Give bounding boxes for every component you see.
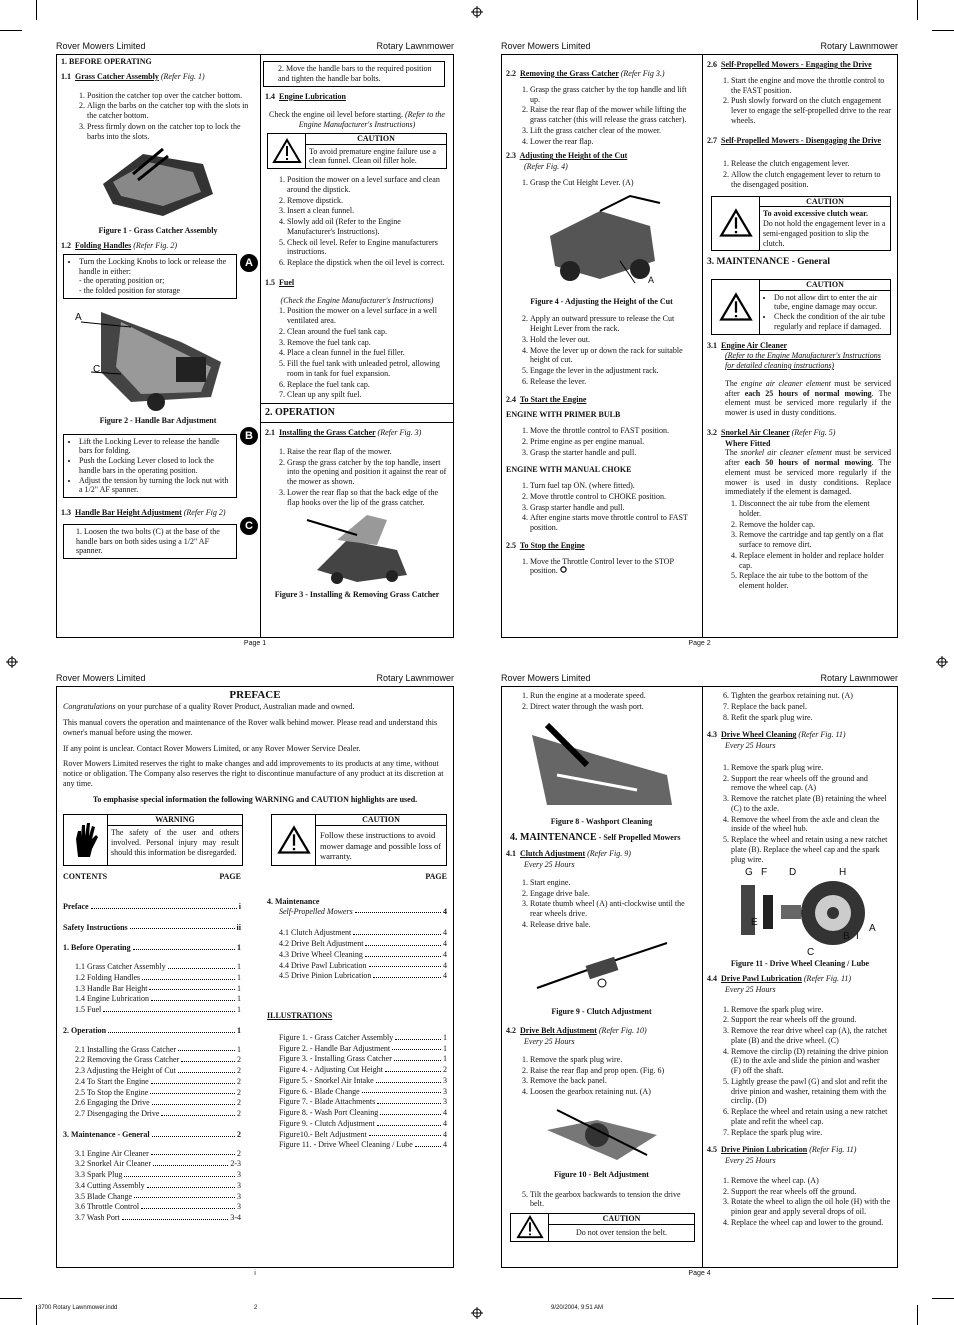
- list-item: 1. Run the engine at a moderate speed.: [530, 691, 701, 701]
- note-box: 1. Loosen the two bolts (C) at the base of the handle bars on both sides using a 1/2" AF spanner. C: [63, 524, 237, 559]
- toc-entry: 3. Maintenance - General 2: [63, 1129, 241, 1139]
- registration-mark-icon: [471, 6, 483, 18]
- list-item: 2. Remove the holder cap.: [739, 520, 891, 530]
- list-item: 7. Replace the spark plug wire.: [731, 1128, 891, 1138]
- list-item: 6. Replace the dipstick when the oil level is correct.: [287, 258, 447, 268]
- section-heading: 4.4 Drive Pawl Lubrication (Refer Fig. 11): [707, 974, 852, 983]
- toc-entry: 2.6 Engaging the Drive 2: [75, 1098, 241, 1108]
- list-item: 2. Support the rear wheels off the ground.: [731, 1015, 891, 1025]
- figure-caption: Figure 9 - Clutch Adjustment: [551, 1006, 652, 1016]
- page-2-left-column: 2.2 Removing the Grass Catcher (Refer Fig 3.) 1. Grasp the grass catcher by the top handle and lift up. 2. Raise the rear flap of the mower while lifting the grass catcher (this will release the grass catcher). 3. Lift the grass catcher clear of the mower. 4. Lower the rear flap. 2.3 Adjusting the Height of the Cut (Refer Fig. 4) 1. Grasp the Cut Height Lever. (A) A Figure 4 - Adjusting the Height of the Cut 2. Apply an outward pressure to release the Cut Height Lever from the rack. 3. Hold the lever out. 4. Move the lever up or down the rack for suitable height of cut. 5. Engage the lever in the adjustment rack. 6. Release the lever. 2.4 To Start the Engine ENGINE WITH PRIMER BULB 1. Move the throttle control to FAST position. 2. Prime engine as per engine manual. 3. Grasp the starter handle and pull. ENGINE WITH MANUAL CHOKE 1. Turn fuel tap ON. (where fitted). 2. Move throttle control to CHOKE position. 3. Grasp starter handle and pull. 4. After engine starts move throttle control to FAST position. 2.5 To Stop the Engine 1. Move the Throttle Control lever to the STOP position.: [502, 55, 701, 637]
- list-item: 3. Grasp starter handle and pull.: [530, 503, 695, 513]
- section-heading: 1.3 Handle Bar Height Adjustment (Refer Fig 2): [61, 508, 226, 517]
- grass-catcher-install-illustration: [297, 510, 417, 586]
- toc-entry: Preface i: [63, 901, 241, 911]
- list-item: 2. Move throttle control to CHOKE position.: [530, 492, 695, 502]
- caution-box: CAUTION Follow these instructions to avoid mower damage and possible loss of warranty.: [271, 814, 447, 866]
- list-item: 4. Release drive bale.: [530, 920, 695, 930]
- file-name: 3700 Rotary Lawnmower.indd: [38, 1305, 118, 1311]
- toc-entry: 2.3 Adjusting the Height of Cut 2: [75, 1066, 241, 1076]
- caution-box: CAUTION Do not over tension the belt.: [510, 1213, 695, 1242]
- figure-caption: Figure 3 - Installing & Removing Grass Catcher: [274, 590, 440, 600]
- toc-entry: 3.1 Engine Air Cleaner 2: [75, 1148, 241, 1158]
- list-item: 3. Grasp the starter handle and pull.: [530, 448, 695, 458]
- page-header: Rover Mowers Limited Rotary Lawnmower: [501, 41, 898, 51]
- list-item: 4. Loosen the gearbox retaining nut. (A): [530, 1087, 695, 1097]
- toc-entry: 3.7 Wash Port 3-4: [75, 1213, 241, 1223]
- warning-box: WARNING The safety of the user and others involved. Personal injury may result should this information be disregarded.: [63, 814, 243, 866]
- list-item: 5. Tilt the gearbox backwards to tension the drive belt.: [530, 1190, 695, 1210]
- list-item: 5. Lightly grease the pawl (G) and slot and refit the drive pinion and washer, retaining them with the circlip. (D): [731, 1077, 891, 1106]
- page-1: [56, 54, 454, 638]
- list-item: 3. Remove the fuel tank cap.: [287, 338, 447, 348]
- toc-entry: 4.1 Clutch Adjustment 4: [279, 928, 447, 938]
- page-preface: PREFACE Congratulations on your purchase of a quality Rover Product, Australian made and owned. This manual covers the operation and maintenance of the Rover walk behind mower. Please read and understand this owner's manual before using the mower. If any point is unclear. Contact Rover Mowers Limited, or any Rover Mower Service Dealer. Rover Mowers Limited reserves the right to make changes and add improvements to its products at any time, without notice or obligation. The Company also reserves the right to discontinue manufacture of any product at its discretion at any time. To emphasise special information the following WARNING and CAUTION highlights are used. WARNING The safety of the user and others involved. Personal injury may result should this information be disregarded. CAUTION Follow these instructions to avoid mower damage and possible loss of warranty. CONTENTS PAGE Preface i Safety Instructions ii 1. Before Operating 1 1.1 Grass Catcher Assembly 1 1.2 Folding Handles 1 1.3 Handle Bar Height 1 1.4 Engine Lubrication 1 1.5 Fuel 1 2. Operation 1 2.1 Installing the Grass Catcher 1 2.2 Removing the Grass Catcher 2 2.3 Adjusting the Height of Cut 2 2.4 To Start the Engine 2 2.5 To Stop the Engine 2 2.6 Engaging the Drive 2 2.7 Disengaging the Drive 2 3. Maintenance - General 2 3.1 Engine Air Cleaner 2 3.2 Snorkel Air Cleaner 2-3 3.3 Spark Plug 3 3.4 Cutting Assembly 3 3.5 Blade Change 3 3.6 Throttle Control 3 3.7 Wash Port 3-4 PAGE 4. Maintenance Self-Propelled Mowers 4 4.1 Clutch Adjustment 4 4.2 Drive Belt Adjustment 4 4.3 Drive Wheel Cleaning 4 4.4 Drive Pawl Lubrication 4 4.5 Drive Pinion Lubrication 4 ILLUSTRATIONS Figure 1. - Grass Catcher Assembly 1 Figure 2. - Handle Bar Adjustment 1 Figure 3. - Installing Grass Catcher 1 Figure 4. - Adjusting Cut Height 2 Figure 5. - Snorkel Air Intake 3 Figure 6. - Blade Change 3 Figure 7. - Blade Attachments 3 Figure 8. - Wash Port Cleaning 4 Figure 9. - Clutch Adjustment 4 Figure10.- Belt Adjustment 4 Figure 11. - Drive Wheel Cleaning / Lube 4: [56, 686, 454, 1268]
- drive-wheel-illustration: G F D H E B I A C: [703, 867, 897, 957]
- warning-triangle-icon: [719, 208, 753, 238]
- page-header: Rover Mowers Limited Rotary Lawnmower: [56, 673, 454, 683]
- toc-entry: 1.5 Fuel 1: [75, 1005, 241, 1015]
- list-item: 4. Remove the circlip (D) retaining the drive pinion (E) to the axle and slide the pinion and washer (F) off the shaft.: [731, 1047, 891, 1076]
- list-item: 1. Grasp the Cut Height Lever. (A): [530, 178, 701, 188]
- figure-caption: Figure 8 - Washport Cleaning: [550, 816, 653, 826]
- list-item: 5. Replace the air tube to the bottom of the element holder.: [739, 571, 891, 591]
- list-item: 3. Rotate thumb wheel (A) anti-clockwise until the rear wheels drive.: [530, 899, 695, 919]
- toc-entry: 2.5 To Stop the Engine 2: [75, 1087, 241, 1097]
- list-item: 4. Lower the rear flap.: [530, 137, 695, 147]
- page-4: [501, 686, 898, 1268]
- belt-illustration: [537, 1100, 667, 1166]
- list-item: 1. Raise the rear flap of the mower.: [287, 447, 447, 457]
- warning-triangle-icon: [719, 292, 753, 322]
- figure-caption: Figure 10 - Belt Adjustment: [554, 1169, 649, 1179]
- toc-entry: Figure 9. - Clutch Adjustment 4: [279, 1118, 447, 1128]
- toc-entry: 3.3 Spark Plug 3: [75, 1170, 241, 1180]
- section-heading: 2. OPERATION: [265, 407, 335, 418]
- toc-entry: 1.4 Engine Lubrication 1: [75, 994, 241, 1004]
- list-item: 2. Clean around the fuel tank cap.: [287, 327, 447, 337]
- section-heading: 1.2 Folding Handles (Refer Fig. 2): [61, 241, 178, 250]
- toc-entry: 4.5 Drive Pinion Lubrication 4: [279, 971, 447, 981]
- list-item: 2. Push slowly forward on the clutch engagement lever to engage the self-propelled drive to the rear wheels.: [731, 96, 891, 125]
- section-heading: 1.4 Engine Lubrication: [265, 91, 346, 101]
- section-heading: 2.4 To Start the Engine: [506, 394, 587, 404]
- list-item: 3. Lower the rear flap so that the back edge of the flap hooks over the lip of the grass catcher.: [287, 488, 447, 508]
- caution-box: CAUTION To avoid premature engine failure use a clean funnel. Clean oil filler hole.: [267, 133, 447, 169]
- list-item: 2. Support the rear wheels off the ground and remove the wheel cap. (A): [731, 774, 891, 794]
- toc-entry: Figure 4. - Adjusting Cut Height 2: [279, 1065, 447, 1075]
- toc-entry: Figure 6. - Blade Change 3: [279, 1086, 447, 1096]
- section-heading: 1.5 Fuel: [265, 277, 295, 287]
- toc-entry: Figure 1. - Grass Catcher Assembly 1: [279, 1032, 447, 1042]
- table-of-contents-continued: PAGE 4. Maintenance Self-Propelled Mowers 4 4.1 Clutch Adjustment 4 4.2 Drive Belt Adjustment 4 4.3 Drive Wheel Cleaning 4 4.4 Drive Pawl Lubrication 4 4.5 Drive Pinion Lubrication 4 ILLUSTRATIONS Figure 1. - Grass Catcher Assembly 1 Figure 2. - Handle Bar Adjustment 1 Figure 3. - Installing Grass Catcher 1 Figure 4. - Adjusting Cut Height 2 Figure 5. - Snorkel Air Intake 3 Figure 6. - Blade Change 3 Figure 7. - Blade Attachments 3 Figure 8. - Wash Port Cleaning 4 Figure 9. - Clutch Adjustment 4 Figure10.- Belt Adjustment 4 Figure 11. - Drive Wheel Cleaning / Lube 4: [267, 872, 447, 1150]
- toc-entry: Safety Instructions ii: [63, 922, 241, 932]
- list-item: 5. Engage the lever in the adjustment rack.: [530, 366, 695, 376]
- toc-entry: Figure10.- Belt Adjustment 4: [279, 1129, 447, 1139]
- section-heading: 2.3 Adjusting the Height of the Cut: [506, 151, 628, 161]
- section-heading: 3. MAINTENANCE - General: [707, 257, 830, 268]
- list-item: 1. Release the clutch engagement lever.: [731, 159, 891, 169]
- paragraph: Congratulations on your purchase of a quality Rover Product, Australian made and owned.: [63, 702, 355, 712]
- page-number: i: [254, 1270, 256, 1277]
- registration-mark-icon: [936, 656, 948, 668]
- list-item: 1. Start the engine and move the throttle control to the FAST position.: [731, 76, 891, 96]
- toc-entry: 2.4 To Start the Engine 2: [75, 1076, 241, 1086]
- list-item: 3. Rotate the wheel to align the oil hole (H) with the pinion gear and apply several drops of oil.: [731, 1197, 891, 1217]
- page-title: PREFACE: [229, 689, 281, 701]
- page-2: [501, 54, 898, 638]
- list-item: 3. Remove the back panel.: [530, 1076, 695, 1086]
- handle-bar-illustration: A C: [57, 302, 259, 414]
- label-badge-a: A: [240, 254, 258, 272]
- toc-entry: 2.2 Removing the Grass Catcher 2: [75, 1055, 241, 1065]
- page-1-right-column: 2. Move the handle bars to the required position and tighten the handle bar bolts. 1.4 Engine Lubrication Check the engine oil level before starting. (Refer to the Engine Manufacturer's Instructions) CAUTION To avoid premature engine failure use a clean funnel. Clean oil filler hole. 1. Position the mower on a level surface and clean around the dipstick. 2. Remove dipstick. 3. Insert a clean funnel. 4. Slowly add oil (Refer to the Engine Manufacturer's Instructions). 5. Check oil level. Refer to Engine manufacturers instructions. 6. Replace the dipstick when the oil level is correct. 1.5 Fuel (Check the Engine Manufacturer's Instructions) 1. Position the mower on a level surface in a well ventilated area. 2. Clean around the fuel tank cap. 3. Remove the fuel tank cap. 4. Place a clean funnel in the fuel filler. 5. Fill the fuel tank with unleaded petrol, allowing room in tank for fuel expansion. 6. Replace the fuel tank cap. 7. Clean up any spilt fuel. 2. OPERATION 2.1 Installing the Grass Catcher (Refer Fig. 3) 1. Raise the rear flap of the mower. 2. Grasp the grass catcher by the top handle, insert into the opening and position it against the rear of the mower as shown. 3. Lower the rear flap so that the back edge of the flap hooks over the lip of the grass catcher. Figure 3 - Installing & Removing Grass Catcher: [261, 55, 453, 637]
- list-item: 5. Replace the wheel and retain using a new ratchet plate (B). Replace the wheel cap and the spark plug wire.: [731, 835, 891, 864]
- list-item: 1. Position the mower on a level surface and clean around the dipstick.: [287, 175, 447, 195]
- page-4-left-column: 1. Run the engine at a moderate speed. 2. Direct water through the wash port. Figure 8 - Washport Cleaning 4. MAINTENANCE - Self Propelled Mowers 4.1 Clutch Adjustment (Refer Fig. 9) Every 25 Hours 1. Start engine. 2. Engage drive bale. 3. Rotate thumb wheel (A) anti-clockwise until the rear wheels drive. 4. Release drive bale. Figure 9 - Clutch Adjustment 4.2 Drive Belt Adjustment (Refer Fig. 10) Every 25 Hours 1. Remove the spark plug wire. 2. Raise the rear flap and prop open. (Fig. 6) 3. Remove the back panel. 4. Loosen the gearbox retaining nut. (A) Figure 10 - Belt Adjustment 5. Tilt the gearbox backwards to tension the drive belt. CAUTION Do not over tension the belt.: [502, 687, 701, 1267]
- paragraph: The snorkel air cleaner element must be serviced after each 50 hours of normal mowing. The element must be serviced more regularly if the mower is used in dusty conditions. Replace immediately if the element is damaged.: [725, 448, 892, 497]
- section-heading: 1. BEFORE OPERATING: [61, 57, 152, 66]
- grass-catcher-illustration: [93, 144, 223, 224]
- toc-entry: 2.1 Installing the Grass Catcher 1: [75, 1044, 241, 1054]
- toc-entry: 3.2 Snorkel Air Cleaner 2-3: [75, 1159, 241, 1169]
- section-heading: 3.2 Snorkel Air Cleaner (Refer Fig. 5): [707, 427, 836, 437]
- figure-caption: Figure 4 - Adjusting the Height of the Cut: [530, 296, 673, 306]
- list-item: 2. Engage drive bale.: [530, 889, 695, 899]
- label-badge-b: B: [240, 427, 258, 445]
- toc-entry: Figure 11. - Drive Wheel Cleaning / Lube 4: [279, 1140, 447, 1150]
- list-item: 4. Place a clean funnel in the fuel filler.: [287, 348, 447, 358]
- list-item: 4. After engine starts move throttle control to FAST position.: [530, 513, 695, 533]
- list-item: 1. Grasp the grass catcher by the top handle and lift up.: [530, 85, 695, 105]
- page-4-right-column: 6. Tighten the gearbox retaining nut. (A) 7. Replace the back panel. 8. Refit the spark plug wire. 4.3 Drive Wheel Cleaning (Refer Fig. 11) Every 25 Hours 1. Remove the spark plug wire. 2. Support the rear wheels off the ground and remove the wheel cap. (A) 3. Remove the ratchet plate (B) retaining the wheel (C) to the axle. 4. Remove the wheel from the axle and clean the inside of the wheel hub. 5. Replace the wheel and retain using a new ratchet plate (B). Replace the wheel cap and the spark plug wire. G F D H E B I A C Figure 11 - Drive Wheel Cleaning / Lube 4.4 Drive Pawl Lubrication (Refer Fig. 11) Every 25 Hours 1. Remove the spark plug wire. 2. Support the rear wheels off the ground. 3. Remove the rear drive wheel cap (A), the ratchet plate (B) and the drive wheel. (C) 4. Remove the circlip (D) retaining the drive pinion (E) to the axle and slide the pinion and washer (F) off the shaft. 5. Lightly grease the pawl (G) and slot and refit the drive pinion and washer, retaining them with the circlip. (D) 6. Replace the wheel and retain using a new ratchet plate and refit the wheel cap. 7. Replace the spark plug wire. 4.5 Drive Pinion Lubrication (Refer Fig. 11) Every 25 Hours 1. Remove the wheel cap. (A) 2. Support the rear wheels off the ground. 3. Rotate the wheel to align the oil hole (H) with the pinion gear and apply several drops of oil. 4. Replace the wheel cap and lower to the ground.: [703, 687, 897, 1267]
- list-item: 3. Remove the cartridge and tap gently on a flat surface to remove dirt.: [739, 530, 891, 550]
- list-item: 6. Release the lever.: [530, 377, 695, 387]
- list-item: 6. Replace the wheel and retain using a new ratchet plate and refit the wheel cap.: [731, 1107, 891, 1127]
- section-heading: 4.2 Drive Belt Adjustment (Refer Fig. 10): [506, 1026, 647, 1036]
- page-2-right-column: 2.6 Self-Propelled Mowers - Engaging the Drive 1. Start the engine and move the throttle control to the FAST position. 2. Push slowly forward on the clutch engagement lever to engage the self-propelled drive to the rear wheels. 2.7 Self-Propelled Mowers - Disengaging the Drive 1. Release the clutch engagement lever. 2. Allow the clutch engagement lever to return to the disengaged position. CAUTION To avoid excessive clutch wear. Do not hold the engagement lever in a semi-engaged position to slip the clutch. 3. MAINTENANCE - General CAUTION • Do not allow dirt to enter the air tube, engine damage may occur. • Check the condition of the air tube regularly and replace if damaged. 3.1 Engine Air Cleaner (Refer to the Engine Manufacturer's Instructions for detailed cleaning instructions) The engine air cleaner element must be serviced after each 25 hours of normal mowing. The element must be serviced more regularly if the mower is used in dusty conditions. 3.2 Snorkel Air Cleaner (Refer Fig. 5) Where Fitted The snorkel air cleaner element must be serviced after each 50 hours of normal mowing. The element must be serviced more regularly if the mower is used in dusty conditions. Replace immediately if the element is damaged. 1. Disconnect the air tube from the element holder. 2. Remove the holder cap. 3. Remove the cartridge and tap gently on a flat surface to remove dirt. 4. Replace element in holder and replace holder cap. 5. Replace the air tube to the bottom of the element holder.: [703, 55, 897, 637]
- list-item: 2. Prime engine as per engine manual.: [530, 437, 695, 447]
- page-number: Page 2: [688, 640, 711, 647]
- list-item: 6. Tighten the gearbox retaining nut. (A): [731, 691, 891, 701]
- page-number: Page 4: [688, 1270, 711, 1277]
- caution-box: CAUTION • Do not allow dirt to enter the air tube, engine damage may occur. • Check the condition of the air tube regularly and replace if damaged.: [711, 279, 891, 335]
- toc-entry: 3.6 Throttle Control 3: [75, 1202, 241, 1212]
- list-item: 4. Replace the wheel cap and lower to the ground.: [731, 1218, 891, 1228]
- timestamp: 9/20/2004, 9:51 AM: [551, 1305, 604, 1311]
- list-item: 4. Slowly add oil (Refer to the Engine Manufacturer's Instructions).: [287, 217, 447, 237]
- list-item: 4. Remove the wheel from the axle and clean the inside of the wheel hub.: [731, 815, 891, 835]
- list-item: 1. Remove the wheel cap. (A): [731, 1176, 891, 1186]
- section-heading: 4.3 Drive Wheel Cleaning (Refer Fig. 11): [707, 730, 846, 740]
- toc-entry: 1.3 Handle Bar Height 1: [75, 983, 241, 993]
- list-item: 3. Insert a clean funnel.: [287, 206, 447, 216]
- list-item: 1. Position the catcher top over the catcher bottom.: [87, 91, 259, 101]
- list-item: 3. Remove the rear drive wheel cap (A), the ratchet plate (B) and the drive wheel. (C): [731, 1026, 891, 1046]
- toc-entry: 4.2 Drive Belt Adjustment 4: [279, 939, 447, 949]
- list-item: 8. Refit the spark plug wire.: [731, 713, 891, 723]
- list-item: 4. Replace element in holder and replace holder cap.: [739, 551, 891, 571]
- figure-caption: Figure 2 - Handle Bar Adjustment: [99, 415, 217, 425]
- stop-icon: [560, 566, 567, 573]
- list-item: 1. Remove the spark plug wire.: [530, 1055, 695, 1065]
- toc-entry: 1. Before Operating 1: [63, 943, 241, 953]
- section-heading: 3.1 Engine Air Cleaner: [707, 340, 788, 350]
- section-heading: 2.1 Installing the Grass Catcher (Refer Fig. 3): [265, 428, 422, 438]
- list-item: 1. Position the mower on a level surface in a well ventilated area.: [287, 306, 447, 326]
- list-item: 1. Move the Throttle Control lever to the STOP position.: [530, 557, 695, 577]
- list-item: 2. Allow the clutch engagement lever to return to the disengaged position.: [731, 170, 891, 190]
- figure-caption: Figure 1 - Grass Catcher Assembly: [98, 226, 218, 236]
- toc-entry: Figure 7. - Blade Attachments 3: [279, 1097, 447, 1107]
- toc-entry: 2. Operation 1: [63, 1025, 241, 1035]
- slug-page-number: 2: [254, 1305, 258, 1311]
- list-item: 3. Lift the grass catcher clear of the mower.: [530, 126, 695, 136]
- clutch-illustration: [527, 933, 677, 1003]
- list-item: 1. Remove the spark plug wire.: [731, 763, 891, 773]
- page-number: Page 1: [243, 640, 267, 647]
- list-item: 1. Remove the spark plug wire.: [731, 1005, 891, 1015]
- list-item: 2. Grasp the grass catcher by the top handle, insert into the opening and position it against the rear of the mower as shown.: [287, 458, 447, 487]
- note-box: • Turn the Locking Knobs to lock or release the handle in either: - the operating position or; - the folded position for storage A: [63, 254, 237, 299]
- page-header: Rover Mowers Limited Rotary Lawnmower: [501, 673, 898, 683]
- registration-mark-icon: [6, 656, 18, 668]
- toc-entry: Figure 3. - Installing Grass Catcher 1: [279, 1054, 447, 1064]
- paragraph: The engine air cleaner element must be serviced after each 25 hours of normal mowing. The element must be serviced more regularly if the mower is used in dusty conditions.: [725, 378, 892, 418]
- toc-entry: 1.2 Folding Handles 1: [75, 972, 241, 982]
- section-heading: 4.1 Clutch Adjustment (Refer Fig. 9): [506, 849, 631, 859]
- toc-entry: 3.5 Blade Change 3: [75, 1191, 241, 1201]
- list-item: 7. Replace the back panel.: [731, 702, 891, 712]
- section-heading: 2.2 Removing the Grass Catcher (Refer Fig 3.): [506, 69, 665, 78]
- list-item: 1. Start engine.: [530, 878, 695, 888]
- paragraph: Rover Mowers Limited reserves the right to make changes and add improvements to its products at any time, without notice or obligation. The Company also reserves the right to discontinue manufacture of any product at its discretion at any time.: [63, 759, 444, 788]
- list-item: 7. Clean up any spilt fuel.: [287, 390, 447, 400]
- toc-entry: 4.3 Drive Wheel Cleaning 4: [279, 949, 447, 959]
- list-item: 2. Support the rear wheels off the ground.: [731, 1187, 891, 1197]
- toc-entry: 2.7 Disengaging the Drive 2: [75, 1109, 241, 1119]
- list-item: 3. Remove the ratchet plate (B) retaining the wheel (C) to the axle.: [731, 794, 891, 814]
- stop-hand-icon: [70, 821, 102, 859]
- list-item: 1. Turn fuel tap ON. (where fitted).: [530, 481, 695, 491]
- cut-height-illustration: A: [502, 191, 701, 291]
- list-item: 5. Check oil level. Refer to Engine manufacturers instructions.: [287, 238, 447, 258]
- paragraph: This manual covers the operation and maintenance of the Rover walk behind mower. Please read and understand this owner's manual before using the mower.: [63, 718, 438, 737]
- section-heading: 2.6 Self-Propelled Mowers - Engaging the Drive: [707, 60, 872, 69]
- list-item: 1. Move the throttle control to FAST position.: [530, 426, 695, 436]
- toc-entry: Figure 5. - Snorkel Air Intake 3: [279, 1075, 447, 1085]
- note-box: 2. Move the handle bars to the required position and tighten the handle bar bolts.: [263, 61, 445, 87]
- list-item: 2. Apply an outward pressure to release the Cut Height Lever from the rack.: [530, 314, 695, 334]
- note-box: • Lift the Locking Lever to release the handle bars for folding. • Push the Locking Lever closed to lock the handle bars in the operating position. • Adjust the tension by turning the lock nut with a 1/2" AF spanner. B: [63, 434, 237, 499]
- paragraph: If any point is unclear. Contact Rover Mowers Limited, or any Rover Mower Service Dealer.: [63, 743, 361, 753]
- toc-entry: 1.1 Grass Catcher Assembly 1: [75, 962, 241, 972]
- washport-illustration: [527, 715, 677, 807]
- list-item: 2. Direct water through the wash port.: [530, 702, 701, 712]
- figure-caption: Figure 11 - Drive Wheel Cleaning / Lube: [730, 959, 870, 969]
- toc-entry: Figure 8. - Wash Port Cleaning 4: [279, 1108, 447, 1118]
- table-of-contents: CONTENTS PAGE Preface i Safety Instructions ii 1. Before Operating 1 1.1 Grass Catcher Assembly 1 1.2 Folding Handles 1 1.3 Handle Bar Height 1 1.4 Engine Lubrication 1 1.5 Fuel 1 2. Operation 1 2.1 Installing the Grass Catcher 1 2.2 Removing the Grass Catcher 2 2.3 Adjusting the Height of Cut 2 2.4 To Start the Engine 2 2.5 To Stop the Engine 2 2.6 Engaging the Drive 2 2.7 Disengaging the Drive 2 3. Maintenance - General 2 3.1 Engine Air Cleaner 2 3.2 Snorkel Air Cleaner 2-3 3.3 Spark Plug 3 3.4 Cutting Assembly 3 3.5 Blade Change 3 3.6 Throttle Control 3 3.7 Wash Port 3-4: [63, 872, 241, 1223]
- warning-triangle-icon: [272, 138, 302, 164]
- caution-box: CAUTION To avoid excessive clutch wear. Do not hold the engagement lever in a semi-engaged position to slip the clutch.: [711, 196, 891, 252]
- toc-entry: 3.4 Cutting Assembly 3: [75, 1180, 241, 1190]
- section-heading: 2.5 To Stop the Engine: [506, 540, 585, 550]
- list-item: 4. Move the lever up or down the rack for suitable height of cut.: [530, 346, 695, 366]
- list-item: 2. Remove dipstick.: [287, 196, 447, 206]
- toc-entry: Figure 2. - Handle Bar Adjustment 1: [279, 1043, 447, 1053]
- list-item: 2. Raise the rear flap and prop open. (Fig. 6): [530, 1066, 695, 1076]
- page-1-left-column: [57, 55, 259, 637]
- registration-mark-icon: [471, 1307, 483, 1319]
- list-item: 2. Align the barbs on the catcher top with the slots in the catcher bottom.: [87, 101, 259, 121]
- list-item: 6. Replace the fuel tank cap.: [287, 380, 447, 390]
- section-heading: 2.7 Self-Propelled Mowers - Disengaging the Drive: [707, 135, 882, 145]
- warning-triangle-icon: [277, 825, 311, 855]
- list-item: 3. Press firmly down on the catcher top to lock the barbs into the slots.: [87, 122, 259, 142]
- toc-entry: 4.4 Drive Pawl Lubrication 4: [279, 960, 447, 970]
- label-badge-c: C: [240, 517, 258, 535]
- list-item: 1. Disconnect the air tube from the element holder.: [739, 499, 891, 519]
- list-item: 5. Fill the fuel tank with unleaded petrol, allowing room in tank for fuel expansion.: [287, 359, 447, 379]
- page-header: Rover Mowers Limited Rotary Lawnmower: [56, 41, 454, 51]
- section-heading: 4.5 Drive Pinion Lubrication (Refer Fig. 11): [707, 1145, 857, 1155]
- section-heading: 1.1 Grass Catcher Assembly (Refer Fig. 1): [61, 71, 205, 81]
- list-item: 2. Raise the rear flap of the mower while lifting the grass catcher (this will release the grass catcher).: [530, 105, 695, 125]
- warning-triangle-icon: [516, 1215, 544, 1239]
- list-item: 3. Hold the lever out.: [530, 335, 695, 345]
